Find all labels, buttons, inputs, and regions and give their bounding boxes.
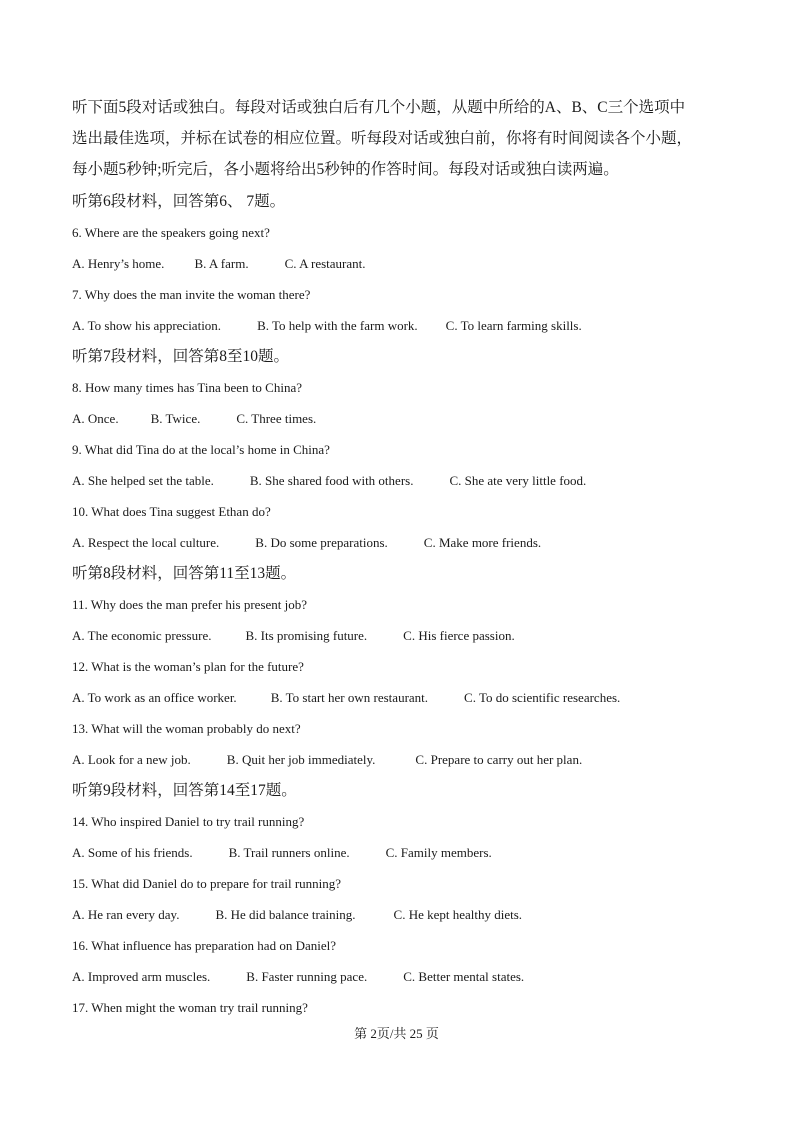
instruction-line: 听下面5段对话或独白。每段对话或独白后有几个小题，从题中所给的A、B、C三个选项中 (72, 99, 686, 116)
answer-option[interactable]: A. Look for a new job. (72, 752, 191, 767)
answer-option[interactable]: B. Twice. (150, 411, 201, 426)
answer-options (72, 527, 732, 558)
question-text: 13. What will the woman probably do next? (72, 721, 301, 736)
question-text: 7. Why does the man invite the woman there? (72, 287, 311, 302)
answer-options (72, 465, 732, 496)
section-heading: 听第9段材料，回答第14至17题。 (72, 782, 297, 799)
answer-option[interactable]: B. A farm. (194, 256, 249, 271)
answer-option[interactable]: B. Its promising future. (245, 628, 368, 643)
answer-option[interactable]: B. Faster running pace. (246, 969, 368, 984)
answer-option[interactable]: A. Henry’s home. (72, 256, 165, 271)
answer-option[interactable]: C. To learn farming skills. (445, 318, 582, 333)
question-text: 17. When might the woman try trail running? (72, 1000, 308, 1015)
answer-options (72, 837, 732, 868)
answer-option[interactable]: C. His fierce passion. (403, 628, 515, 643)
answer-option[interactable]: C. To do scientific researches. (464, 690, 621, 705)
answer-option[interactable]: C. A restaurant. (284, 256, 366, 271)
answer-option[interactable]: C. He kept healthy diets. (393, 907, 523, 922)
question-list (72, 186, 732, 1023)
question-text: 10. What does Tina suggest Ethan do? (72, 504, 271, 519)
answer-options (72, 248, 732, 279)
answer-options (72, 620, 732, 651)
answer-options (72, 744, 732, 775)
answer-option[interactable]: B. He did balance training. (215, 907, 356, 922)
answer-options (72, 899, 732, 930)
section-heading: 听第7段材料，回答第8至10题。 (72, 348, 290, 365)
instruction-line: 选出最佳选项，并标在试卷的相应位置。听每段对话或独白前，你将有时间阅读各个小题， (72, 130, 693, 147)
answer-options (72, 403, 732, 434)
answer-option[interactable]: A. He ran every day. (72, 907, 180, 922)
answer-option[interactable]: C. Family members. (385, 845, 492, 860)
question-text: 6. Where are the speakers going next? (72, 225, 270, 240)
question-text: 8. How many times has Tina been to China? (72, 380, 303, 395)
answer-option[interactable]: C. Prepare to carry out her plan. (415, 752, 583, 767)
answer-option[interactable]: A. Some of his friends. (72, 845, 193, 860)
answer-option[interactable]: B. To start her own restaurant. (270, 690, 429, 705)
answer-option[interactable]: A. To work as an office worker. (72, 690, 237, 705)
question-text: 12. What is the woman’s plan for the future? (72, 659, 304, 674)
answer-option[interactable]: A. She helped set the table. (72, 473, 214, 488)
question-text: 15. What did Daniel do to prepare for trail running? (72, 876, 342, 891)
answer-option[interactable]: B. To help with the farm work. (257, 318, 418, 333)
section-heading: 听第8段材料，回答第11至13题。 (72, 565, 297, 582)
answer-options (72, 310, 732, 341)
question-text: 11. Why does the man prefer his present job? (72, 597, 308, 612)
answer-option[interactable]: A. To show his appreciation. (72, 318, 222, 333)
answer-option[interactable]: A. Improved arm muscles. (72, 969, 211, 984)
answer-options (72, 961, 732, 992)
answer-option[interactable]: A. Respect the local culture. (72, 535, 220, 550)
instruction-line: 每小题5秒钟;听完后，各小题将给出5秒钟的作答时间。每段对话或独白读两遍。 (72, 161, 619, 178)
section-instructions (72, 92, 732, 185)
answer-option[interactable]: C. Better mental states. (403, 969, 525, 984)
answer-option[interactable]: C. She ate very little food. (449, 473, 587, 488)
answer-option[interactable]: B. Trail runners online. (228, 845, 350, 860)
question-text: 16. What influence has preparation had on Daniel? (72, 938, 336, 953)
answer-option[interactable]: B. Do some preparations. (255, 535, 388, 550)
section-heading: 听第6段材料，回答第6、 7题。 (72, 193, 286, 210)
answer-option[interactable]: B. She shared food with others. (249, 473, 414, 488)
answer-option[interactable]: A. Once. (72, 411, 119, 426)
answer-option[interactable]: A. The economic pressure. (72, 628, 212, 643)
page-footer: 第 2页/共 25 页 (354, 1026, 439, 1041)
answer-option[interactable]: B. Quit her job immediately. (226, 752, 376, 767)
question-text: 9. What did Tina do at the local’s home in China? (72, 442, 330, 457)
answer-option[interactable]: C. Make more friends. (423, 535, 542, 550)
question-text: 14. Who inspired Daniel to try trail running? (72, 814, 305, 829)
answer-options (72, 682, 732, 713)
answer-option[interactable]: C. Three times. (236, 411, 317, 426)
